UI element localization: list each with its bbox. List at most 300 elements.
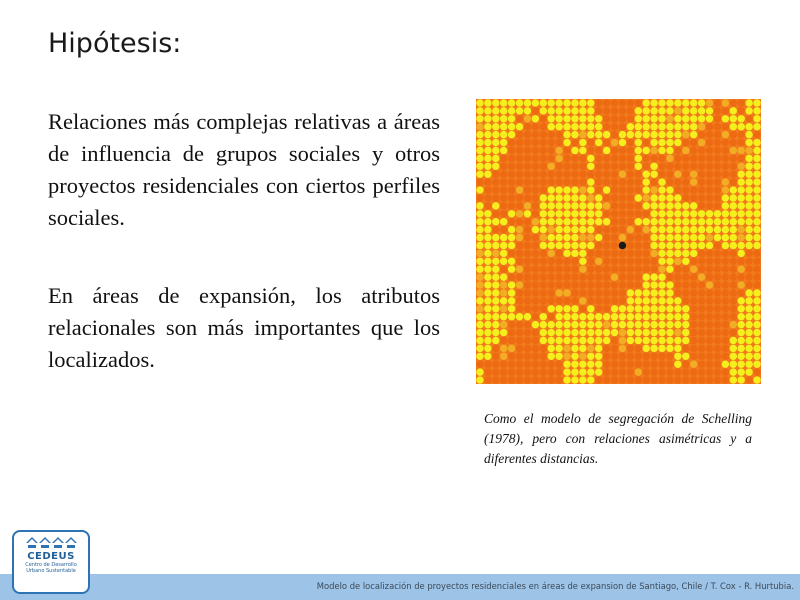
agent-dot (730, 155, 737, 162)
agent-dot (737, 147, 744, 154)
agent-dot (674, 321, 681, 328)
agent-dot (492, 226, 499, 233)
agent-dot (516, 297, 523, 304)
agent-dot (666, 99, 673, 106)
agent-dot (714, 155, 721, 162)
agent-dot (563, 289, 570, 296)
agent-dot (516, 353, 523, 360)
agent-dot (753, 273, 760, 280)
agent-dot (492, 186, 499, 193)
agent-dot (753, 163, 760, 170)
agent-dot (706, 115, 713, 122)
agent-dot (555, 131, 562, 138)
agent-dot (682, 297, 689, 304)
agent-dot (547, 281, 554, 288)
agent-dot (547, 360, 554, 367)
agent-dot (492, 242, 499, 249)
agent-dot (603, 321, 610, 328)
agent-dot (571, 147, 578, 154)
agent-dot (484, 305, 491, 312)
agent-dot (722, 376, 729, 383)
agent-dot (698, 194, 705, 201)
agent-dot (508, 313, 515, 320)
agent-dot (706, 281, 713, 288)
agent-dot (484, 186, 491, 193)
agent-dot (508, 155, 515, 162)
agent-dot (730, 273, 737, 280)
agent-dot (595, 368, 602, 375)
agent-dot (563, 226, 570, 233)
agent-dot (484, 368, 491, 375)
agent-dot (555, 123, 562, 130)
agent-dot (587, 242, 594, 249)
agent-dot (722, 368, 729, 375)
agent-dot (476, 368, 483, 375)
agent-dot (571, 329, 578, 336)
agent-dot (737, 376, 744, 383)
agent-dot (603, 305, 610, 312)
agent-dot (666, 368, 673, 375)
agent-dot (516, 234, 523, 241)
agent-dot (532, 139, 539, 146)
agent-dot (579, 305, 586, 312)
agent-dot (650, 234, 657, 241)
agent-dot (540, 115, 547, 122)
agent-dot (571, 210, 578, 217)
agent-dot (745, 210, 752, 217)
agent-dot (555, 265, 562, 272)
agent-dot (484, 163, 491, 170)
agent-dot (547, 107, 554, 114)
agent-dot (682, 123, 689, 130)
agent-dot (540, 242, 547, 249)
agent-dot (714, 273, 721, 280)
agent-dot (579, 273, 586, 280)
agent-dot (540, 186, 547, 193)
agent-dot (532, 368, 539, 375)
agent-dot (500, 289, 507, 296)
agent-dot (682, 281, 689, 288)
agent-dot (532, 99, 539, 106)
agent-dot (547, 202, 554, 209)
agent-dot (658, 186, 665, 193)
agent-dot (547, 376, 554, 383)
agent-dot (627, 265, 634, 272)
agent-dot (642, 163, 649, 170)
agent-dot (619, 258, 626, 265)
agent-dot (745, 376, 752, 383)
agent-dot (706, 226, 713, 233)
agent-dot (674, 178, 681, 185)
agent-dot (730, 353, 737, 360)
agent-dot (547, 163, 554, 170)
agent-dot (658, 305, 665, 312)
agent-dot (587, 202, 594, 209)
agent-dot (650, 321, 657, 328)
agent-dot (484, 226, 491, 233)
agent-dot (714, 242, 721, 249)
agent-dot (579, 210, 586, 217)
agent-dot (642, 321, 649, 328)
agent-dot (627, 329, 634, 336)
agent-dot (642, 107, 649, 114)
agent-dot (714, 234, 721, 241)
agent-dot (484, 297, 491, 304)
agent-dot (722, 242, 729, 249)
agent-dot (547, 139, 554, 146)
agent-dot (540, 194, 547, 201)
agent-dot (611, 163, 618, 170)
agent-dot (674, 123, 681, 130)
agent-dot (714, 360, 721, 367)
agent-dot (532, 313, 539, 320)
agent-dot (476, 202, 483, 209)
agent-dot (722, 123, 729, 130)
agent-dot (722, 329, 729, 336)
agent-dot (587, 178, 594, 185)
simulation-grid (476, 99, 761, 384)
agent-dot (619, 360, 626, 367)
agent-dot (753, 265, 760, 272)
agent-dot (737, 155, 744, 162)
agent-dot (650, 226, 657, 233)
agent-dot (540, 337, 547, 344)
agent-dot (579, 163, 586, 170)
agent-dot (508, 139, 515, 146)
agent-dot (532, 202, 539, 209)
agent-dot (579, 218, 586, 225)
agent-dot (753, 368, 760, 375)
agent-dot (650, 155, 657, 162)
agent-dot (642, 297, 649, 304)
agent-dot (587, 139, 594, 146)
agent-dot (730, 376, 737, 383)
agent-dot (627, 115, 634, 122)
agent-dot (635, 281, 642, 288)
agent-dot (650, 281, 657, 288)
agent-dot (611, 329, 618, 336)
agent-dot (611, 281, 618, 288)
agent-dot (706, 242, 713, 249)
agent-dot (706, 297, 713, 304)
agent-dot (579, 178, 586, 185)
agent-dot (547, 345, 554, 352)
agent-dot (516, 186, 523, 193)
agent-dot (595, 281, 602, 288)
agent-dot (532, 234, 539, 241)
agent-dot (658, 297, 665, 304)
agent-dot (627, 107, 634, 114)
agent-dot (571, 258, 578, 265)
agent-dot (666, 337, 673, 344)
agent-dot (484, 234, 491, 241)
agent-dot (753, 139, 760, 146)
agent-dot (627, 178, 634, 185)
agent-dot (627, 368, 634, 375)
agent-dot (722, 194, 729, 201)
agent-dot (476, 289, 483, 296)
agent-dot (690, 147, 697, 154)
agent-dot (579, 289, 586, 296)
agent-dot (619, 202, 626, 209)
agent-dot (635, 297, 642, 304)
agent-dot (595, 163, 602, 170)
agent-dot (635, 139, 642, 146)
agent-dot (603, 368, 610, 375)
agent-dot (690, 163, 697, 170)
agent-dot (563, 329, 570, 336)
agent-dot (682, 107, 689, 114)
agent-dot (642, 337, 649, 344)
agent-dot (555, 163, 562, 170)
agent-dot (642, 115, 649, 122)
agent-dot (579, 321, 586, 328)
agent-dot (516, 250, 523, 257)
agent-dot (492, 297, 499, 304)
agent-dot (658, 178, 665, 185)
footer-bar (0, 574, 800, 600)
agent-dot (690, 305, 697, 312)
agent-dot (682, 376, 689, 383)
agent-dot (753, 360, 760, 367)
agent-dot (619, 305, 626, 312)
agent-dot (714, 163, 721, 170)
agent-dot (745, 329, 752, 336)
agent-dot (674, 360, 681, 367)
agent-dot (595, 313, 602, 320)
agent-dot (547, 123, 554, 130)
agent-dot (532, 273, 539, 280)
agent-dot (508, 218, 515, 225)
agent-dot (524, 305, 531, 312)
agent-dot (579, 139, 586, 146)
agent-dot (603, 265, 610, 272)
agent-dot (722, 258, 729, 265)
agent-dot (476, 123, 483, 130)
agent-dot (706, 265, 713, 272)
agent-dot (563, 186, 570, 193)
agent-dot (500, 265, 507, 272)
agent-dot (666, 321, 673, 328)
agent-dot (635, 265, 642, 272)
agent-dot (532, 360, 539, 367)
agent-dot (579, 376, 586, 383)
agent-dot (753, 313, 760, 320)
agent-dot (737, 258, 744, 265)
agent-dot (706, 147, 713, 154)
agent-dot (650, 250, 657, 257)
agent-dot (516, 178, 523, 185)
agent-dot (547, 337, 554, 344)
agent-dot (674, 186, 681, 193)
agent-dot (737, 99, 744, 106)
agent-dot (737, 353, 744, 360)
agent-dot (753, 289, 760, 296)
agent-dot (492, 155, 499, 162)
agent-dot (484, 329, 491, 336)
agent-dot (737, 345, 744, 352)
agent-dot (745, 107, 752, 114)
agent-dot (674, 147, 681, 154)
agent-dot (555, 313, 562, 320)
agent-dot (722, 234, 729, 241)
agent-dot (540, 170, 547, 177)
agent-dot (698, 345, 705, 352)
agent-dot (540, 178, 547, 185)
agent-dot (508, 258, 515, 265)
agent-dot (619, 337, 626, 344)
agent-dot (737, 202, 744, 209)
agent-dot (571, 250, 578, 257)
agent-dot (619, 242, 626, 249)
agent-dot (524, 242, 531, 249)
agent-dot (666, 194, 673, 201)
agent-dot (745, 242, 752, 249)
agent-dot (682, 155, 689, 162)
agent-dot (674, 345, 681, 352)
agent-dot (698, 297, 705, 304)
agent-dot (563, 368, 570, 375)
agent-dot (540, 368, 547, 375)
agent-dot (579, 194, 586, 201)
agent-dot (674, 226, 681, 233)
agent-dot (635, 360, 642, 367)
agent-dot (706, 210, 713, 217)
agent-dot (635, 99, 642, 106)
agent-dot (540, 234, 547, 241)
agent-dot (698, 226, 705, 233)
agent-dot (737, 163, 744, 170)
agent-dot (698, 258, 705, 265)
agent-dot (690, 258, 697, 265)
agent-dot (579, 360, 586, 367)
agent-dot (635, 329, 642, 336)
agent-dot (666, 297, 673, 304)
agent-dot (532, 210, 539, 217)
agent-dot (682, 99, 689, 106)
agent-dot (737, 368, 744, 375)
agent-dot (579, 131, 586, 138)
agent-dot (611, 194, 618, 201)
agent-dot (555, 345, 562, 352)
agent-dot (714, 147, 721, 154)
agent-dot (714, 321, 721, 328)
agent-dot (492, 321, 499, 328)
agent-dot (532, 226, 539, 233)
agent-dot (484, 321, 491, 328)
agent-dot (627, 242, 634, 249)
agent-dot (516, 360, 523, 367)
agent-dot (540, 265, 547, 272)
agent-dot (508, 123, 515, 130)
agent-dot (476, 313, 483, 320)
agent-dot (516, 337, 523, 344)
agent-dot (508, 273, 515, 280)
agent-dot (650, 210, 657, 217)
agent-dot (737, 297, 744, 304)
agent-dot (492, 99, 499, 106)
agent-dot (753, 99, 760, 106)
agent-dot (571, 345, 578, 352)
agent-dot (658, 250, 665, 257)
agent-dot (674, 107, 681, 114)
agent-dot (516, 202, 523, 209)
agent-dot (571, 297, 578, 304)
agent-dot (714, 345, 721, 352)
agent-dot (745, 281, 752, 288)
agent-dot (508, 186, 515, 193)
agent-dot (555, 147, 562, 154)
agent-dot (571, 368, 578, 375)
agent-dot (587, 337, 594, 344)
agent-dot (500, 139, 507, 146)
agent-dot (706, 376, 713, 383)
agent-dot (484, 242, 491, 249)
agent-dot (563, 353, 570, 360)
agent-dot (611, 258, 618, 265)
agent-dot (714, 170, 721, 177)
agent-dot (730, 329, 737, 336)
agent-dot (619, 376, 626, 383)
agent-dot (579, 115, 586, 122)
agent-dot (571, 289, 578, 296)
agent-dot (547, 321, 554, 328)
agent-dot (635, 226, 642, 233)
agent-dot (500, 353, 507, 360)
agent-dot (603, 194, 610, 201)
agent-dot (492, 265, 499, 272)
agent-dot (650, 202, 657, 209)
agent-dot (516, 194, 523, 201)
agent-dot (611, 155, 618, 162)
agent-dot (579, 170, 586, 177)
agent-dot (508, 194, 515, 201)
agent-dot (563, 281, 570, 288)
agent-dot (603, 289, 610, 296)
agent-dot (737, 242, 744, 249)
agent-dot (730, 107, 737, 114)
agent-dot (642, 155, 649, 162)
agent-dot (642, 147, 649, 154)
agent-dot (611, 265, 618, 272)
agent-dot (737, 210, 744, 217)
agent-dot (500, 258, 507, 265)
agent-dot (500, 250, 507, 257)
agent-dot (706, 163, 713, 170)
agent-dot (642, 234, 649, 241)
agent-dot (476, 218, 483, 225)
agent-dot (540, 210, 547, 217)
agent-dot (619, 194, 626, 201)
agent-dot (737, 226, 744, 233)
agent-dot (555, 107, 562, 114)
agent-dot (690, 99, 697, 106)
agent-dot (642, 250, 649, 257)
agent-dot (587, 234, 594, 241)
agent-dot (595, 242, 602, 249)
agent-dot (524, 155, 531, 162)
agent-dot (714, 139, 721, 146)
agent-dot (516, 163, 523, 170)
agent-dot (563, 345, 570, 352)
agent-dot (698, 250, 705, 257)
agent-dot (555, 250, 562, 257)
agent-dot (555, 360, 562, 367)
agent-dot (603, 258, 610, 265)
agent-dot (730, 321, 737, 328)
agent-dot (619, 218, 626, 225)
agent-dot (722, 353, 729, 360)
